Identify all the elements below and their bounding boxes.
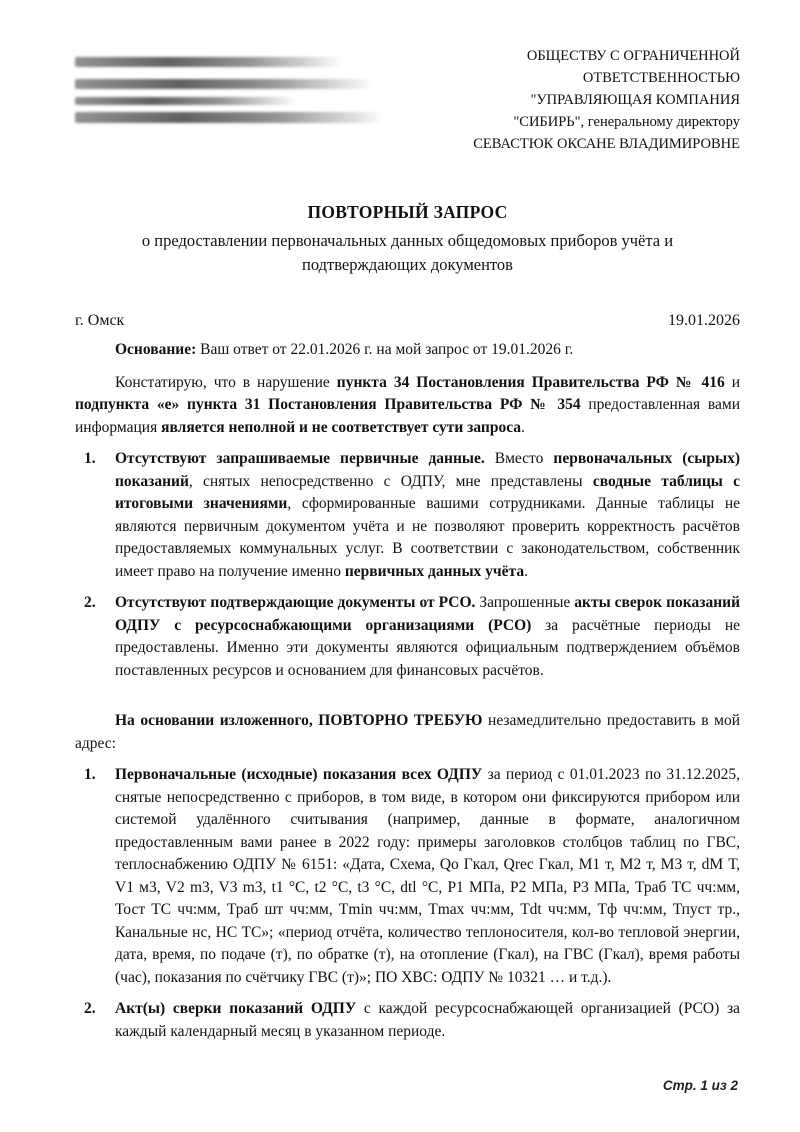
document-subtitle: о предоставлении первоначальных данных общедомовых приборов учёта и подтверждающих документов [141, 231, 674, 274]
list-item-text: Первоначальные (исходные) показания всех ОДПУ за период с 01.01.2023 по 31.12.2025, снятые непосредственно с приборов, в том виде, в котором они фиксируются прибором или системой удалённого считывания (например, данные в формате, аналогичном предоставленным вами ранее в 2022 году: примеры заголовков столбцов таблиц по ГВС, теплоснабжению ОДПУ № 6151: «Дата, Схема, Qo Гкал, Qrec Гкал, М1 т, М2 т, М3 т, dM Т, V1 м3, V2 m3, V3 m3, t1 °C, t2 °C, t3 °C, dtl °C, P1 МПа, Р2 МПа, Р3 МПа, Траб ТС чч:мм, Тост ТС чч:мм, Траб шт чч:мм, Tmin чч:мм, Tmax чч:мм, Tdt чч:мм, Тф чч:мм, Тпуст тр., Канальные нс, НС ТС»; «период отчёта, количество теплоносителя, кол-во тепловой энергии, дата, время, по подаче (т), по обратке (т), на отопление (Гкал), на ГВС (Гкал), время работы (час), показания по счётчику ГВС (т)»; ПО ХВС: ОДПУ № 10321 … и т.д.). [115, 766, 740, 986]
list-item-number: 1. [84, 450, 96, 467]
recipient-line: "СИБИРЬ", генеральному директору [513, 114, 740, 130]
recipient-line: ОБЩЕСТВУ С ОГРАНИЧЕННОЙ [526, 48, 740, 64]
list-item [75, 448, 740, 583]
list-item [75, 764, 740, 989]
recipient-block [418, 45, 740, 155]
redacted-sender-line [75, 57, 343, 67]
list-item-number: 2. [84, 594, 96, 611]
recipient-line: "УПРАВЛЯЮЩАЯ КОМПАНИЯ [530, 92, 740, 108]
basis-paragraph: Основание: Ваш ответ от 22.01.2026 г. на мой запрос от 19.01.2026 г. [115, 341, 574, 358]
redacted-sender-line [75, 79, 373, 89]
list-item-number: 1. [84, 766, 96, 783]
list-item-text: Отсутствуют запрашиваемые первичные данные. Вместо первоначальных (сырых) показаний, снятых непосредственно с ОДПУ, мне представлены сводные таблицы с итоговыми значениями, сформированные вашими сотрудниками. Данные таблицы не являются первичным документом учёта и не позволяют проверить корректность расчётов предоставляемых коммунальных услуг. В соответствии с законодательством, собственник имеет право на получение именно первичных данных учёта. [115, 450, 740, 580]
statement-paragraph: Констатирую, что в нарушение пункта 34 Постановления Правительства РФ № 416 и подпункта «е» пункта 31 Постановления Правительства РФ № 354 предоставленная вами информация является неполной и не соответствует сути запроса. [75, 373, 740, 436]
redacted-sender-block [75, 45, 405, 123]
page-number: Стр. 1 из 2 [662, 1078, 738, 1093]
list-item-number: 2. [84, 1000, 96, 1017]
document-title: ПОВТОРНЫЙ ЗАПРОС [307, 202, 508, 222]
meta-row [75, 310, 740, 332]
list-item [75, 998, 740, 1043]
date-label: 19.01.2026 [668, 312, 740, 329]
demands-list [75, 764, 740, 1043]
list-item [75, 592, 740, 682]
redacted-sender-line [75, 112, 385, 123]
recipient-line: ОТВЕТСТВЕННОСТЬЮ [582, 70, 740, 86]
city-label: г. Омск [75, 312, 125, 329]
list-item-text: Акт(ы) сверки показаний ОДПУ с каждой ресурсоснабжающей организацией (РСО) за каждый календарный месяц в указанном периоде. [115, 1000, 740, 1040]
recipient-line: СЕВАСТЮК ОКСАНЕ ВЛАДИМИРОВНЕ [473, 136, 740, 152]
letter-header [75, 45, 740, 155]
redacted-sender-line [75, 97, 297, 105]
issues-list [75, 448, 740, 682]
list-item-text: Отсутствуют подтверждающие документы от РСО. Запрошенные акты сверок показаний ОДПУ с ресурсоснабжающими организациями (РСО) за расчётные периоды не предоставлены. Именно эти документы являются официальным подтверждением объёмов поставленных ресурсов и основанием для финансовых расчётов. [115, 594, 740, 679]
demand-paragraph: На основании изложенного, ПОВТОРНО ТРЕБУЮ незамедлительно предоставить в мой адрес: [75, 712, 740, 752]
